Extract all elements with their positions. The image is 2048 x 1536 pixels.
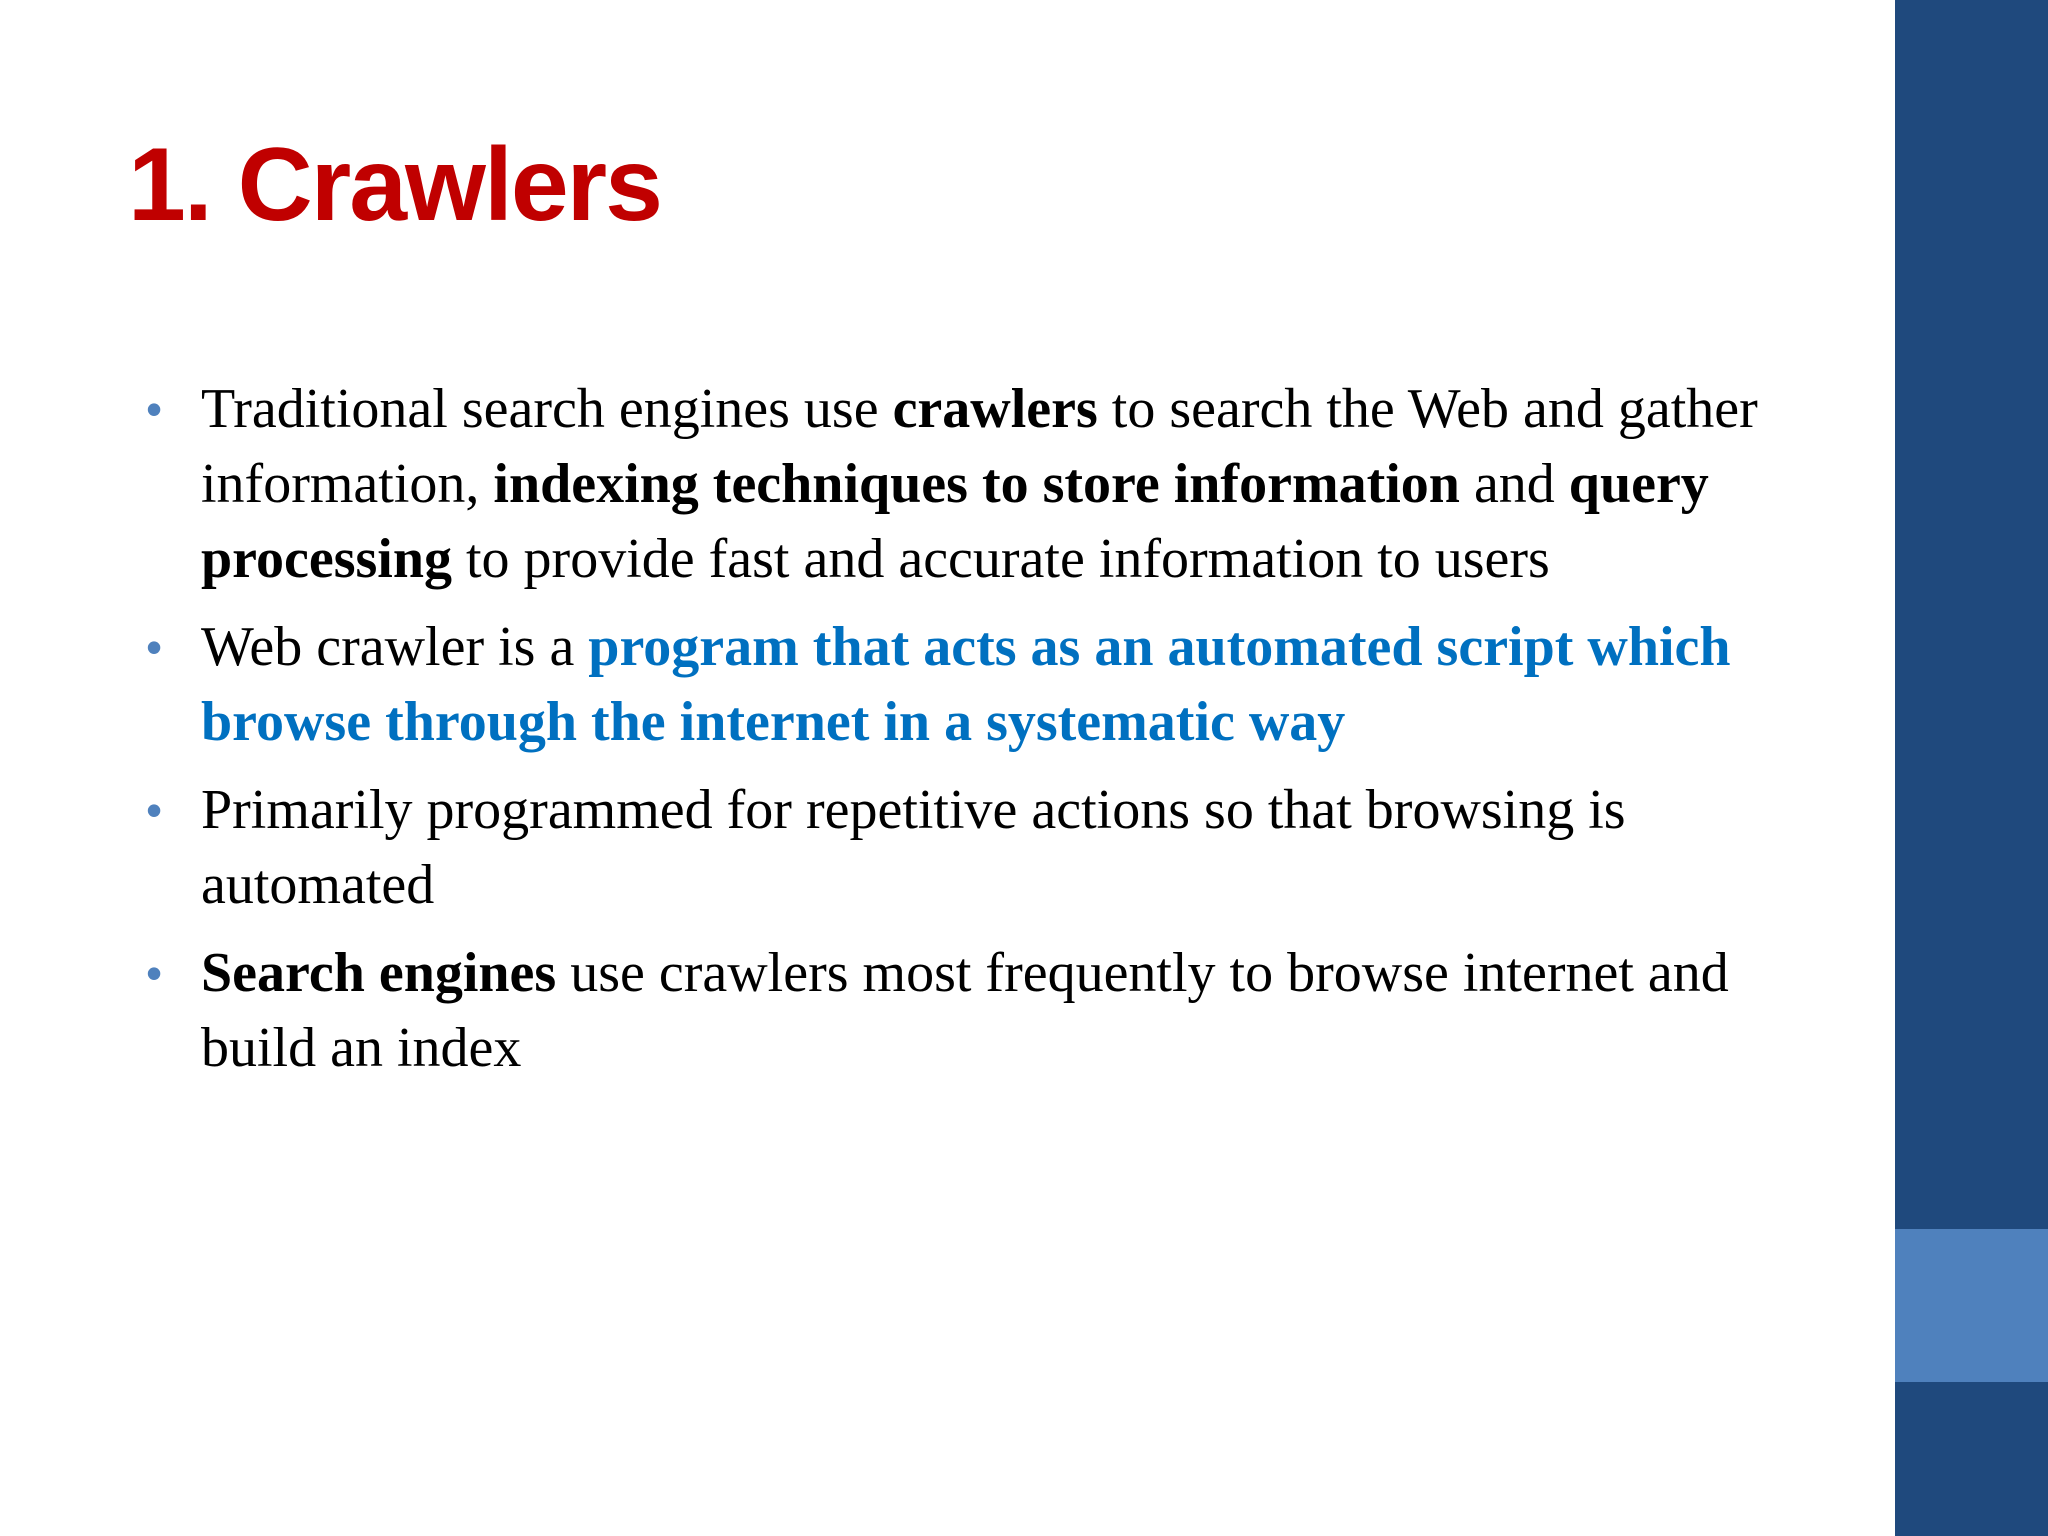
bullet-text-segment-bold: indexing techniques to store information [493,453,1460,515]
bullet-text-segment-bold: crawlers [892,378,1098,440]
bullet-text-segment: Traditional search engines use [201,378,893,440]
bullet-text-segment-bold: Search engines [201,942,557,1004]
bullet-text-segment: Web crawler is a [201,616,589,678]
bullet-text-segment: and [1459,453,1569,515]
bullet-text-segment-highlight: program that acts as an automated script which browse through the internet in a systematic way [201,616,1731,753]
slide-title: 1. Crawlers [128,127,661,243]
bullet-item [146,773,1796,923]
bullet-dot-icon: • [146,383,163,435]
bullet-dot-icon: • [146,784,163,836]
bullet-text-segment: Primarily programmed for repetitive actions so that browsing is automated [201,779,1626,916]
bullet-text-segment: to search the Web and gather information, [201,378,1758,515]
side-bar-accent-block [1895,1229,2048,1382]
bullet-text-segment: use crawlers most frequently to browse internet and build an index [201,942,1729,1079]
bullet-text-segment-bold: query processing [201,453,1709,590]
bullet-list [146,372,1796,1099]
bullet-dot-icon: • [146,947,163,999]
bullet-dot-icon: • [146,621,163,673]
bullet-text-segment: to provide fast and accurate information to users [452,528,1550,590]
bullet-item [146,372,1796,597]
bullet-item [146,936,1796,1086]
bullet-item [146,610,1796,760]
